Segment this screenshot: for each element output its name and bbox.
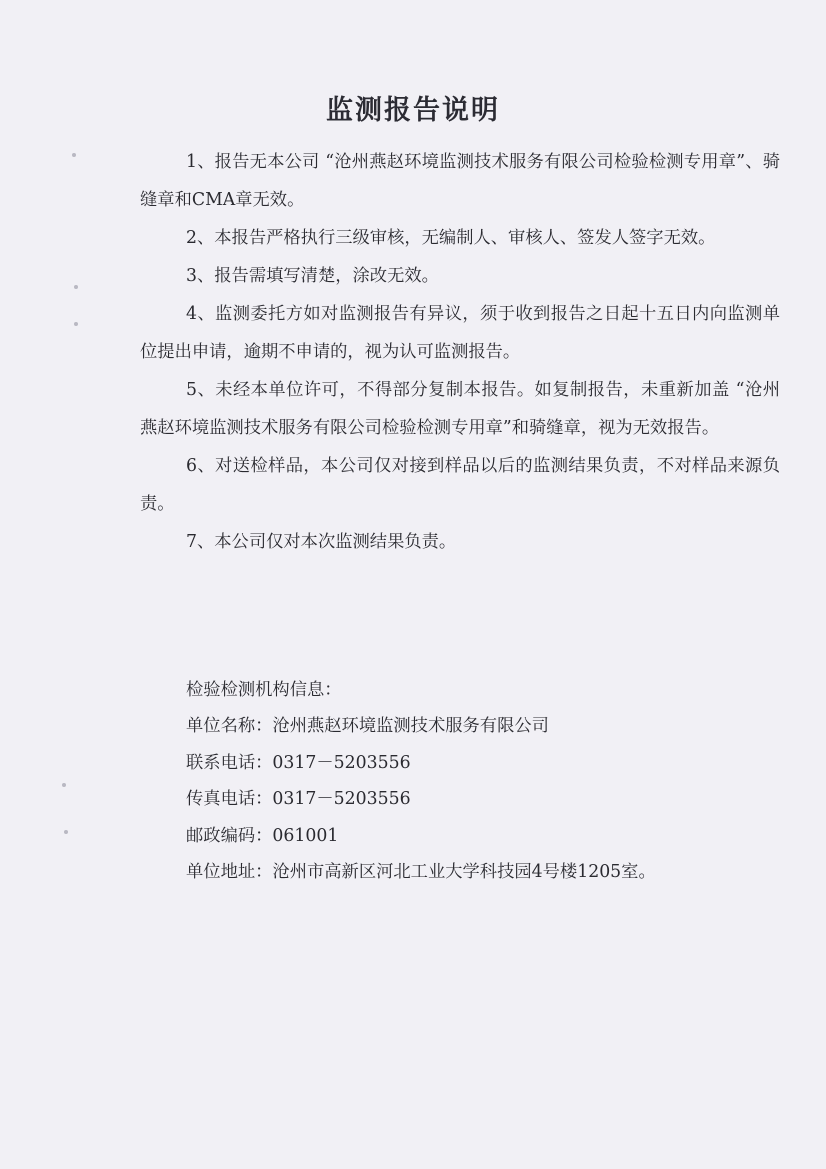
scan-speck bbox=[62, 783, 66, 787]
institution-phone-label: 联系电话： bbox=[186, 752, 273, 773]
institution-postcode-row bbox=[186, 818, 786, 854]
institution-phone-value: 0317－5203556 bbox=[272, 752, 411, 773]
note-paragraph-5: 5、未经本单位许可，不得部分复制本报告。如复制报告，未重新加盖 “沧州燕赵环境监测技术服务有限公司检验检测专用章”和骑缝章，视为无效报告。 bbox=[140, 380, 780, 438]
page-title: 监测报告说明 bbox=[326, 95, 500, 126]
scan-speck bbox=[74, 322, 78, 326]
note-paragraph-4: 4、监测委托方如对监测报告有异议，须于收到报告之日起十五日内向监测单位提出申请，逾期不申请的，视为认可监测报告。 bbox=[140, 304, 780, 362]
institution-name-value: 沧州燕赵环境监测技术服务有限公司 bbox=[272, 716, 549, 737]
institution-fax-value: 0317－5203556 bbox=[272, 789, 411, 810]
institution-phone-row bbox=[186, 745, 786, 781]
note-paragraph-1: 1、报告无本公司 “沧州燕赵环境监测技术服务有限公司检验检测专用章”、骑缝章和CMA章无效。 bbox=[140, 152, 780, 210]
report-notes bbox=[140, 143, 780, 561]
institution-address-label: 单位地址： bbox=[186, 862, 273, 883]
institution-heading: 检验检测机构信息： bbox=[186, 680, 342, 700]
institution-address-row bbox=[186, 854, 786, 890]
institution-info bbox=[186, 672, 786, 890]
note-paragraph-2: 2、本报告严格执行三级审核，无编制人、审核人、签发人签字无效。 bbox=[186, 228, 716, 248]
institution-name-label: 单位名称： bbox=[186, 716, 273, 737]
scan-speck bbox=[74, 285, 78, 289]
note-paragraph-3: 3、报告需填写清楚，涂改无效。 bbox=[186, 266, 439, 286]
note-paragraph-6: 6、对送检样品，本公司仅对接到样品以后的监测结果负责，不对样品来源负责。 bbox=[140, 456, 780, 514]
institution-fax-row bbox=[186, 781, 786, 817]
institution-address-value: 沧州市高新区河北工业大学科技园4号楼1205室。 bbox=[272, 862, 656, 883]
institution-postcode-value: 061001 bbox=[272, 825, 339, 846]
scan-speck bbox=[72, 153, 76, 157]
note-paragraph-7: 7、本公司仅对本次监测结果负责。 bbox=[186, 532, 457, 552]
scan-speck bbox=[64, 830, 68, 834]
institution-postcode-label: 邮政编码： bbox=[186, 825, 273, 846]
institution-name-row bbox=[186, 708, 786, 744]
institution-fax-label: 传真电话： bbox=[186, 789, 273, 810]
